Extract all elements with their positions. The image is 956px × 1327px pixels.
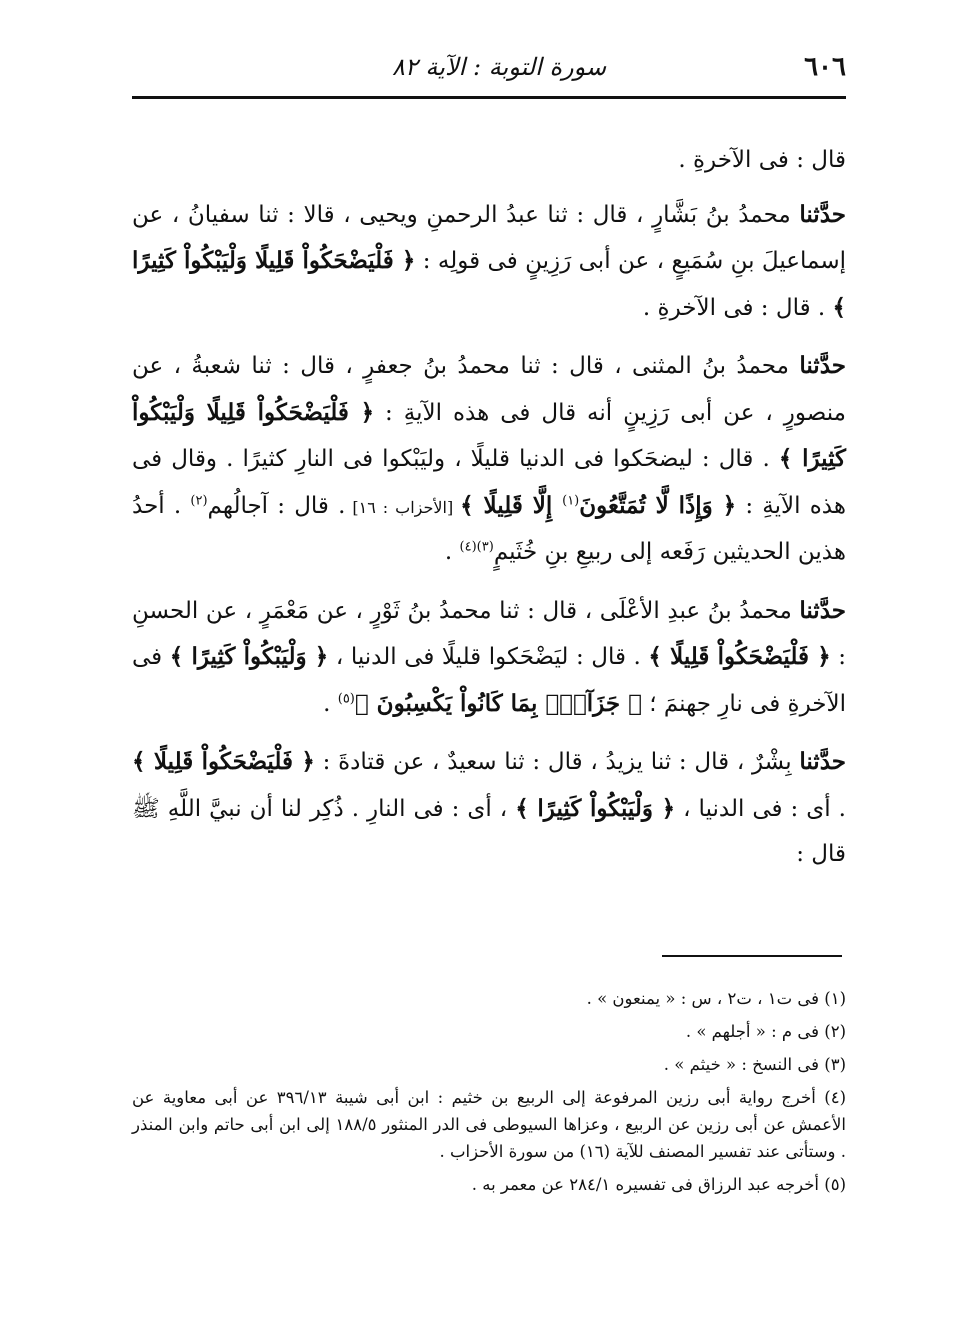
- paragraph-text: محمدُ بنُ عبدِ الأعْلَى ، قال : ثنا محمدُ بنُ ثَوْرٍ ، عن مَعْمَرٍ ، عن الحسنِ :: [132, 597, 847, 670]
- paragraph-3: [132, 343, 846, 576]
- page-header: [132, 42, 846, 92]
- paragraph-text: فى الآخرةِ فى نارِ جهنمَ ؛: [132, 644, 846, 717]
- paragraph-text: . قال : ليضحَكوا فى الدنيا قليلًا ، وليَبْكوا فى النارِ كثيرًا . وقال فى هذه الآيةِ :: [132, 446, 846, 519]
- footnote-1: (١) فى ت١ ، ت٢ ، س : « يمنعون » .: [586, 989, 846, 1008]
- quran-quote: ﴿ وَلْيَبْكُواْ كَثِيرًا ﴾: [169, 643, 329, 670]
- paragraph-text: بِشْرٌ ، قال : ثنا يزيدُ ، قال : ثنا سعيدٌ ، عن قتادةَ :: [314, 749, 800, 775]
- quran-quote: ﴿ فَلْيَضْحَكُواْ قَلِيلًا وَلْيَبْكُواْ كَثِيرًا ﴾: [132, 247, 846, 321]
- quran-quote: ﴿ فَلْيَضْحَكُواْ قَلِيلًا ﴾: [648, 643, 831, 670]
- paragraph-text: . أى : فى الدنيا ،: [675, 795, 846, 822]
- paragraph-text: قال : فى الآخرةِ .: [678, 147, 846, 173]
- header-divider: [132, 96, 846, 99]
- paragraph-2: [132, 192, 846, 332]
- running-title: سورة التوبة : الآية ٨٢: [392, 53, 607, 81]
- isnad-lead: حدَّثنا: [799, 200, 846, 228]
- quran-quote: ﴿ وَلْيَبْكُواْ كَثِيرًا ﴾: [515, 794, 676, 822]
- paragraph-text: ، أى : فى النارِ . ذُكِر لنا أن نبيَّ اللَّهِ ﷺ قال :: [132, 795, 846, 867]
- isnad-lead: حدَّثنا: [799, 596, 846, 624]
- isnad-lead: حدَّثنا: [799, 748, 846, 775]
- paragraph-text: محمدُ بنُ بَشَّارٍ ، قال : ثنا عبدُ الرحمنِ ويحيى ، قالا : ثنا سفيانُ ، عن إسماعيلَ بنِ سُمَيعٍ ، عن أبى رَزِينٍ فى قولِه :: [132, 201, 846, 274]
- footnote-divider: [662, 955, 842, 957]
- paragraph-text: .: [323, 690, 338, 717]
- main-text: [132, 138, 846, 890]
- footnote-5: (٥) أخرجه عبد الرزاق فى تفسيره ٢٨٤/١ عن معمر به .: [471, 1175, 846, 1194]
- isnad-lead: حدَّثنا: [799, 352, 846, 379]
- paragraph-1: [132, 138, 846, 184]
- footnote-marker[interactable]: (١): [562, 492, 580, 508]
- footnote-marker[interactable]: (٥): [337, 690, 355, 706]
- quran-quote: إِلَّا قَلِيلًا ﴾: [460, 491, 563, 519]
- paragraph-text: . قال : آجالُهم: [207, 492, 346, 519]
- footnotes: [132, 985, 846, 1204]
- page-number: ٦٠٦: [804, 52, 846, 82]
- paragraph-text: .: [444, 539, 460, 565]
- quran-quote: ﴿ جَزَآءًۢ بِمَا كَانُواْ يَكْسِبُونَ ﴾: [354, 689, 642, 717]
- quran-quote: ﴿ وَإِذًا لَّا تُمَتَّعُونَ: [579, 491, 737, 519]
- footnote-2: (٢) فى م : « أجلهم » .: [685, 1022, 846, 1041]
- paragraph-4: [132, 588, 846, 728]
- verse-reference: [الأحزاب : ١٦]: [345, 497, 461, 517]
- footnote-3: (٣) فى النسخ : « خيثم » .: [663, 1055, 846, 1074]
- paragraph-text: . قال : فى الآخرةِ .: [642, 294, 833, 321]
- paragraph-5: [132, 739, 846, 878]
- quran-quote: ﴿ فَلْيَضْحَكُواْ قَلِيلًا وَلْيَبْكُواْ كَثِيرًا ﴾: [132, 398, 846, 472]
- paragraph-text: . قال : ليَضْحَكوا قليلًا فى الدنيا ،: [328, 644, 649, 670]
- footnote-marker[interactable]: (٢): [190, 492, 208, 508]
- paragraph-text: محمدُ بنُ المثنى ، قال : ثنا محمدُ بنُ جعفرٍ ، قال : ثنا شعبةُ ، عن منصورٍ ، عن أبى رَزِينٍ أنه قال فى هذه الآيةِ :: [132, 353, 846, 426]
- footnote-marker[interactable]: (٣)(٤): [459, 539, 494, 555]
- paragraph-text: . أحدُ هذين الحديثين رَفَعه إلى ربيعِ بنِ خُثَيمٍ: [132, 492, 846, 565]
- footnote-4: (٤) أخرج رواية أبى رزين المرفوعة إلى الربيع بن خثيم : ابن أبى شيبة ٣٩٦/١٣ عن أبى معاوية عن الأعمش عن أبى رزين عن الربيع ، وعزاها السيوطى فى الدر المنثور ١٨٨/٥ إلى ابن أبى حاتم وابن المنذر . وستأتى عند تفسير المصنف للآية (١٦) من سورة الأحزاب .: [132, 1088, 847, 1161]
- quran-quote: ﴿ فَلْيَضْحَكُواْ قَلِيلًا ﴾: [132, 748, 315, 775]
